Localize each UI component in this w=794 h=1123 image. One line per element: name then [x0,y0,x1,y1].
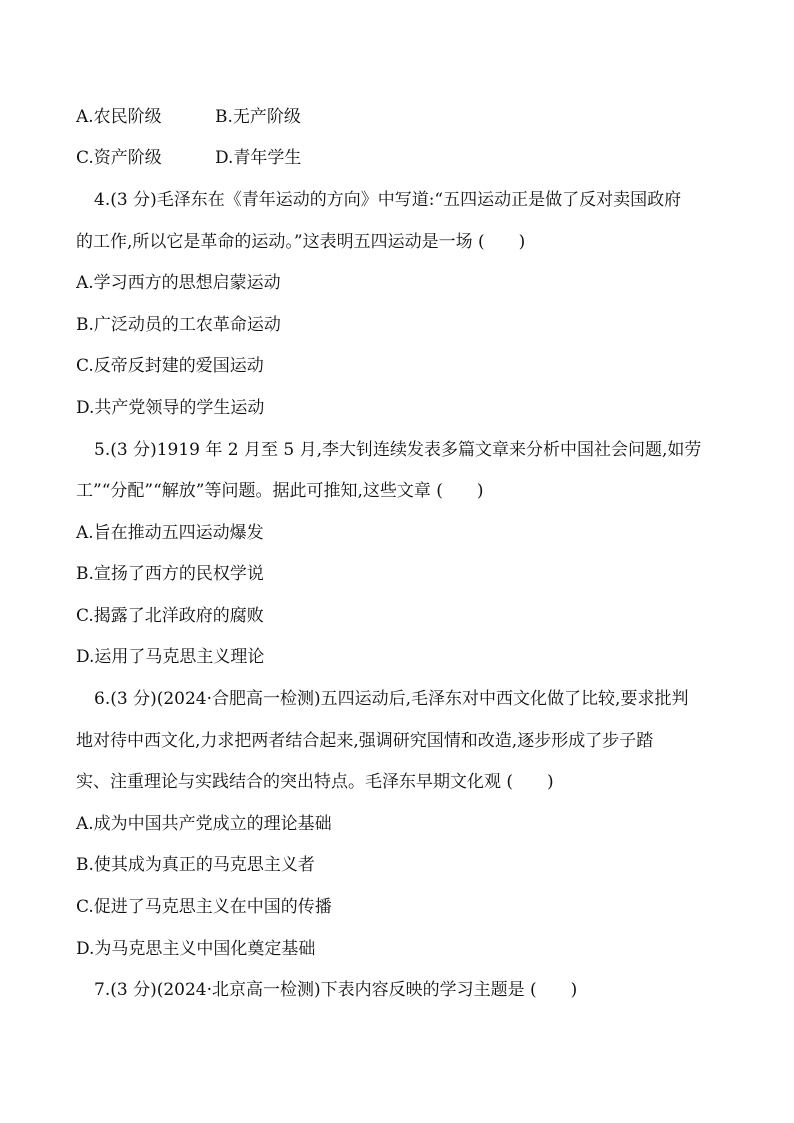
q4-option-a[interactable]: A.学习西方的思想启蒙运动 [76,273,281,293]
q3-option-b[interactable]: B.无产阶级 [215,107,301,127]
q5-option-b[interactable]: B.宣扬了西方的民权学说 [76,564,264,584]
q3-option-c[interactable]: C.资产阶级 [76,148,162,168]
q6-option-d[interactable]: D.为马克思主义中国化奠定基础 [76,939,316,959]
q6-stem-line-2: 地对待中西文化,力求把两者结合起来,强调研究国情和改造,逐步形成了步子踏 [76,731,654,751]
q6-option-a[interactable]: A.成为中国共产党成立的理论基础 [76,814,332,834]
q4-stem-line-1: 4.(3 分)毛泽东在《青年运动的方向》中写道:“五四运动正是做了反对卖国政府 [94,190,682,210]
q5-stem-line-1: 5.(3 分)1919 年 2 月至 5 月,李大钊连续发表多篇文章来分析中国社会问题,如劳 [94,440,702,460]
q6-stem-line-3: 实、注重理论与实践结合的突出特点。毛泽东早期文化观 ( ) [76,772,554,792]
q3-option-a[interactable]: A.农民阶级 [76,107,162,127]
q4-option-b[interactable]: B.广泛动员的工农革命运动 [76,315,281,335]
q5-option-a[interactable]: A.旨在推动五四运动爆发 [76,523,264,543]
q4-option-c[interactable]: C.反帝反封建的爱国运动 [76,356,264,376]
q4-option-d[interactable]: D.共产党领导的学生运动 [76,398,265,418]
q4-stem-line-2: 的工作,所以它是革命的运动。”这表明五四运动是一场 ( ) [76,232,526,252]
q5-option-d[interactable]: D.运用了马克思主义理论 [76,647,265,667]
q5-stem-line-2: 工”“分配”“解放”等问题。据此可推知,这些文章 ( ) [76,481,484,501]
q3-option-d[interactable]: D.青年学生 [215,148,302,168]
q6-stem-line-1: 6.(3 分)(2024·合肥高一检测)五四运动后,毛泽东对中西文化做了比较,要求批判 [94,689,689,709]
q6-option-b[interactable]: B.使其成为真正的马克思主义者 [76,855,315,875]
q3-options-row-1 [76,105,301,129]
q3-options-row-2 [76,146,301,170]
q5-option-c[interactable]: C.揭露了北洋政府的腐败 [76,606,264,626]
q6-option-c[interactable]: C.促进了马克思主义在中国的传播 [76,897,332,917]
q7-stem-line-1: 7.(3 分)(2024·北京高一检测)下表内容反映的学习主题是 ( ) [94,980,578,1000]
